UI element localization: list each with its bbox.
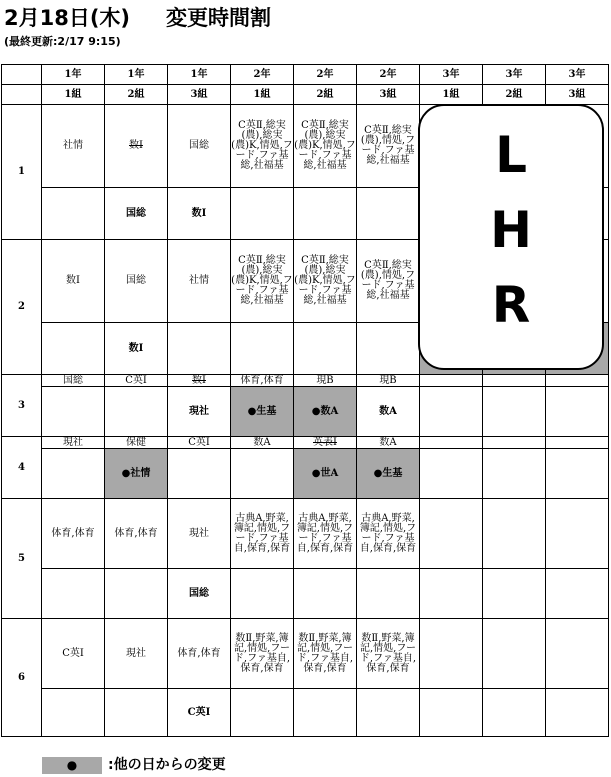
empty-cell [420,437,483,449]
empty-cell [546,689,609,737]
empty-cell [546,619,609,689]
subject-cell: 数Ⅱ,野菜,簿記,情処,フード,ファ基自,保育,保育 [294,619,357,689]
subject-cell: 現社 [168,499,231,569]
lhr-letter: R [491,276,531,334]
period-4-bottom-row [2,449,609,499]
empty-cell [546,437,609,449]
subject-cell: 数A [231,437,294,449]
subject-cell: C英Ⅰ [168,437,231,449]
grade-header: 3年 [483,65,546,85]
change-cell [42,569,105,619]
changed-cell: ●生基 [231,387,294,437]
change-cell [42,188,105,240]
period-label: 2 [2,240,42,375]
change-cell [357,569,420,619]
changed-cell: ●生基 [357,449,420,499]
subject-cell: C英Ⅱ,総実(農),総実(農)K,情処,フード,ファ基総,社福基 [294,240,357,323]
class-header: 1組 [231,85,294,105]
empty-cell [483,375,546,387]
change-cell [357,323,420,375]
subject-cell: 現B [357,375,420,387]
page-title [4,2,271,32]
subject-cell: C英Ⅱ,総実(農),情処,フード,ファ基総,社福基 [357,105,420,188]
empty-cell [420,387,483,437]
lhr-box [418,104,604,370]
grade-header: 3年 [546,65,609,85]
empty-cell [546,375,609,387]
change-cell: 国総 [168,569,231,619]
grade-header: 2年 [294,65,357,85]
empty-cell [546,449,609,499]
subject-cell: 社情 [42,105,105,188]
period-6-top-row [2,619,609,689]
change-cell [105,387,168,437]
header-row-grade [2,65,609,85]
change-cell [42,323,105,375]
change-cell [231,323,294,375]
change-cell: C英Ⅰ [168,689,231,737]
last-updated: (最終更新:2/17 9:15) [4,35,121,48]
legend-swatch [42,757,102,774]
grade-header: 2年 [231,65,294,85]
change-cell [357,689,420,737]
grade-header: 3年 [420,65,483,85]
legend-text: :他の日からの変更 [108,757,226,773]
grade-header: 2年 [357,65,420,85]
legend-marker: ● [66,758,78,772]
corner-cell [2,85,42,105]
empty-cell [546,499,609,569]
period-label: 3 [2,375,42,437]
change-cell: 国総 [105,188,168,240]
subject-cell: 数Ⅰ [42,240,105,323]
period-5-bottom-row [2,569,609,619]
change-cell [231,449,294,499]
period-3-bottom-row [2,387,609,437]
subject-cell: 保健 [105,437,168,449]
period-label: 6 [2,619,42,737]
empty-cell [483,499,546,569]
subject-cell: 古典A,野菜,簿記,情処,フード,ファ基自,保育,保育 [294,499,357,569]
change-cell [231,188,294,240]
subject-cell: C英Ⅱ,総実(農),情処,フード,ファ基総,社福基 [357,240,420,323]
corner-cell [2,65,42,85]
class-header: 3組 [168,85,231,105]
empty-cell [483,619,546,689]
class-header: 3組 [546,85,609,105]
change-cell: 数Ⅰ [105,323,168,375]
subject-cell: 現社 [42,437,105,449]
subject-cell: C英Ⅰ [42,619,105,689]
period-label: 4 [2,437,42,499]
empty-cell [420,689,483,737]
subject-cell: 体育,体育 [105,499,168,569]
header-row-class [2,85,609,105]
subject-cell: 現社 [105,619,168,689]
class-header: 2組 [483,85,546,105]
changed-cell: ●数A [294,387,357,437]
subject-cell: 体育,体育 [168,619,231,689]
subject-cell: 体育,体育 [42,499,105,569]
empty-cell [483,689,546,737]
empty-cell [420,569,483,619]
subject-cell: 体育,体育 [231,375,294,387]
change-cell [168,323,231,375]
subject-cell: 国総 [105,240,168,323]
period-label: 5 [2,499,42,619]
class-header: 2組 [294,85,357,105]
empty-cell [483,437,546,449]
grade-header: 1年 [105,65,168,85]
period-3-top-row [2,375,609,387]
empty-cell [420,449,483,499]
period-6-bottom-row [2,689,609,737]
empty-cell [420,375,483,387]
class-header: 1組 [420,85,483,105]
subject-cell: 数Ⅰ [105,105,168,188]
subject-cell: 古典A,野菜,簿記,情処,フード,ファ基自,保育,保育 [357,499,420,569]
change-cell [294,188,357,240]
subject-cell: 数Ⅰ [168,375,231,387]
changed-cell: ●社情 [105,449,168,499]
subject-cell: 国総 [42,375,105,387]
lhr-letter: H [490,201,532,259]
subject-cell: 英表Ⅰ [294,437,357,449]
subject-cell: C英Ⅱ,総実(農),総実(農)K,情処,フード,ファ基総,社福基 [231,240,294,323]
change-cell [42,689,105,737]
title-date: 2月18日(木) [4,6,131,30]
subject-cell: 国総 [168,105,231,188]
change-cell [105,569,168,619]
class-header: 1組 [42,85,105,105]
empty-cell [546,569,609,619]
change-cell [231,689,294,737]
empty-cell [483,387,546,437]
subject-cell: 数A [357,437,420,449]
subject-cell: 社情 [168,240,231,323]
change-cell [294,323,357,375]
grade-header: 1年 [42,65,105,85]
change-cell [168,449,231,499]
change-cell [42,387,105,437]
changed-cell: ●世A [294,449,357,499]
subject-cell: 古典A,野菜,簿記,情処,フード,ファ基自,保育,保育 [231,499,294,569]
class-header: 2組 [105,85,168,105]
grade-header: 1年 [168,65,231,85]
period-4-top-row [2,437,609,449]
change-cell: 現社 [168,387,231,437]
period-label: 1 [2,105,42,240]
empty-cell [420,499,483,569]
empty-cell [483,449,546,499]
class-header: 3組 [357,85,420,105]
empty-cell [483,569,546,619]
subject-cell: 現B [294,375,357,387]
change-cell [357,188,420,240]
title-label: 変更時間割 [166,6,272,30]
change-cell [231,569,294,619]
empty-cell [546,387,609,437]
subject-cell: 数Ⅱ,野菜,簿記,情処,フード,ファ基自,保育,保育 [357,619,420,689]
period-5-top-row [2,499,609,569]
change-cell: 数A [357,387,420,437]
change-cell: 数Ⅰ [168,188,231,240]
lhr-letter: L [495,126,527,184]
subject-cell: C英Ⅱ,総実(農),総実(農)K,情処,フード,ファ基総,社福基 [294,105,357,188]
empty-cell [420,619,483,689]
change-cell [105,689,168,737]
change-cell [294,689,357,737]
subject-cell: 数Ⅱ,野菜,簿記,情処,フード,ファ基自,保育,保育 [231,619,294,689]
subject-cell: C英Ⅱ,総実(農),総実(農)K,情処,フード,ファ基総,社福基 [231,105,294,188]
change-cell [294,569,357,619]
change-cell [42,449,105,499]
subject-cell: C英Ⅰ [105,375,168,387]
